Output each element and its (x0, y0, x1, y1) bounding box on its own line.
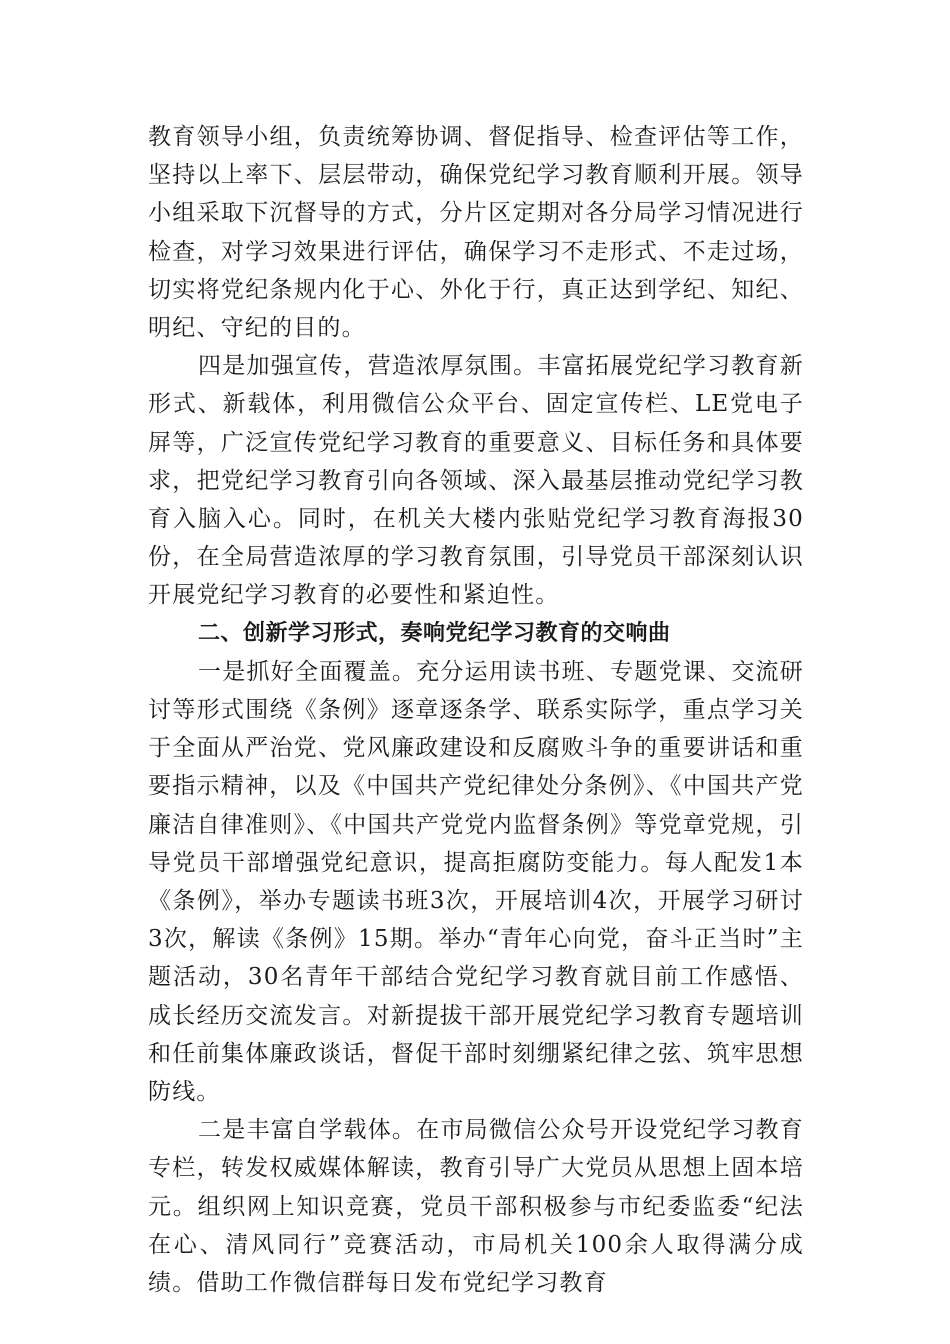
section-heading-innovate-forms: 二、创新学习形式，奏响党纪学习教育的交响曲 (198, 620, 671, 646)
document-body (148, 118, 804, 1302)
paragraph-publicity: 四是加强宣传，营造浓厚氛围。丰富拓展党纪学习教育新形式、新载体，利用微信公众平台、固定宣传栏、LE党电子屏等，广泛宣传党纪学习教育的重要意义、目标任务和具体要求，把党纪学习教育引向各领域、深入最基层推动党纪学习教育入脑入心。同时，在机关大楼内张贴党纪学习教育海报30份，在全局营造浓厚的学习教育氛围，引导党员干部深刻认识开展党纪学习教育的必要性和紧迫性。 (148, 353, 804, 609)
paragraph-self-study: 二是丰富自学载体。在市局微信公众号开设党纪学习教育专栏，转发权威媒体解读，教育引导广大党员从思想上固本培元。组织网上知识竞赛，党员干部积极参与市纪委监委“纪法在心、清风同行”竞赛活动，市局机关100余人取得满分成绩。借助工作微信群每日发布党纪学习教育 (148, 1117, 804, 1297)
paragraph-leadership-group: 教育领导小组，负责统筹协调、督促指导、检查评估等工作，坚持以上率下、层层带动，确保党纪学习教育顺利开展。领导小组采取下沉督导的方式，分片区定期对各分局学习情况进行检查，对学习效果进行评估，确保学习不走形式、不走过场，切实将党纪条规内化于心、外化于行，真正达到学纪、知纪、明纪、守纪的目的。 (148, 124, 804, 342)
paragraph-full-coverage: 一是抓好全面覆盖。充分运用读书班、专题党课、交流研讨等形式围绕《条例》逐章逐条学、联系实际学，重点学习关于全面从严治党、党风廉政建设和反腐败斗争的重要讲话和重要指示精神，以及《中国共产党纪律处分条例》、《中国共产党廉洁自律准则》、《中国共产党党内监督条例》等党章党规，引导党员干部增强党纪意识，提高拒腐防变能力。每人配发1本《条例》，举办专题读书班3次，开展培训4次，开展学习研讨3次，解读《条例》15期。举办“青年心向党，奋斗正当时”主题活动，30名青年干部结合党纪学习教育就目前工作感悟、成长经历交流发言。对新提拔干部开展党纪学习教育专题培训和任前集体廉政谈话，督促干部时刻绷紧纪律之弦、筑牢思想防线。 (148, 658, 804, 1106)
